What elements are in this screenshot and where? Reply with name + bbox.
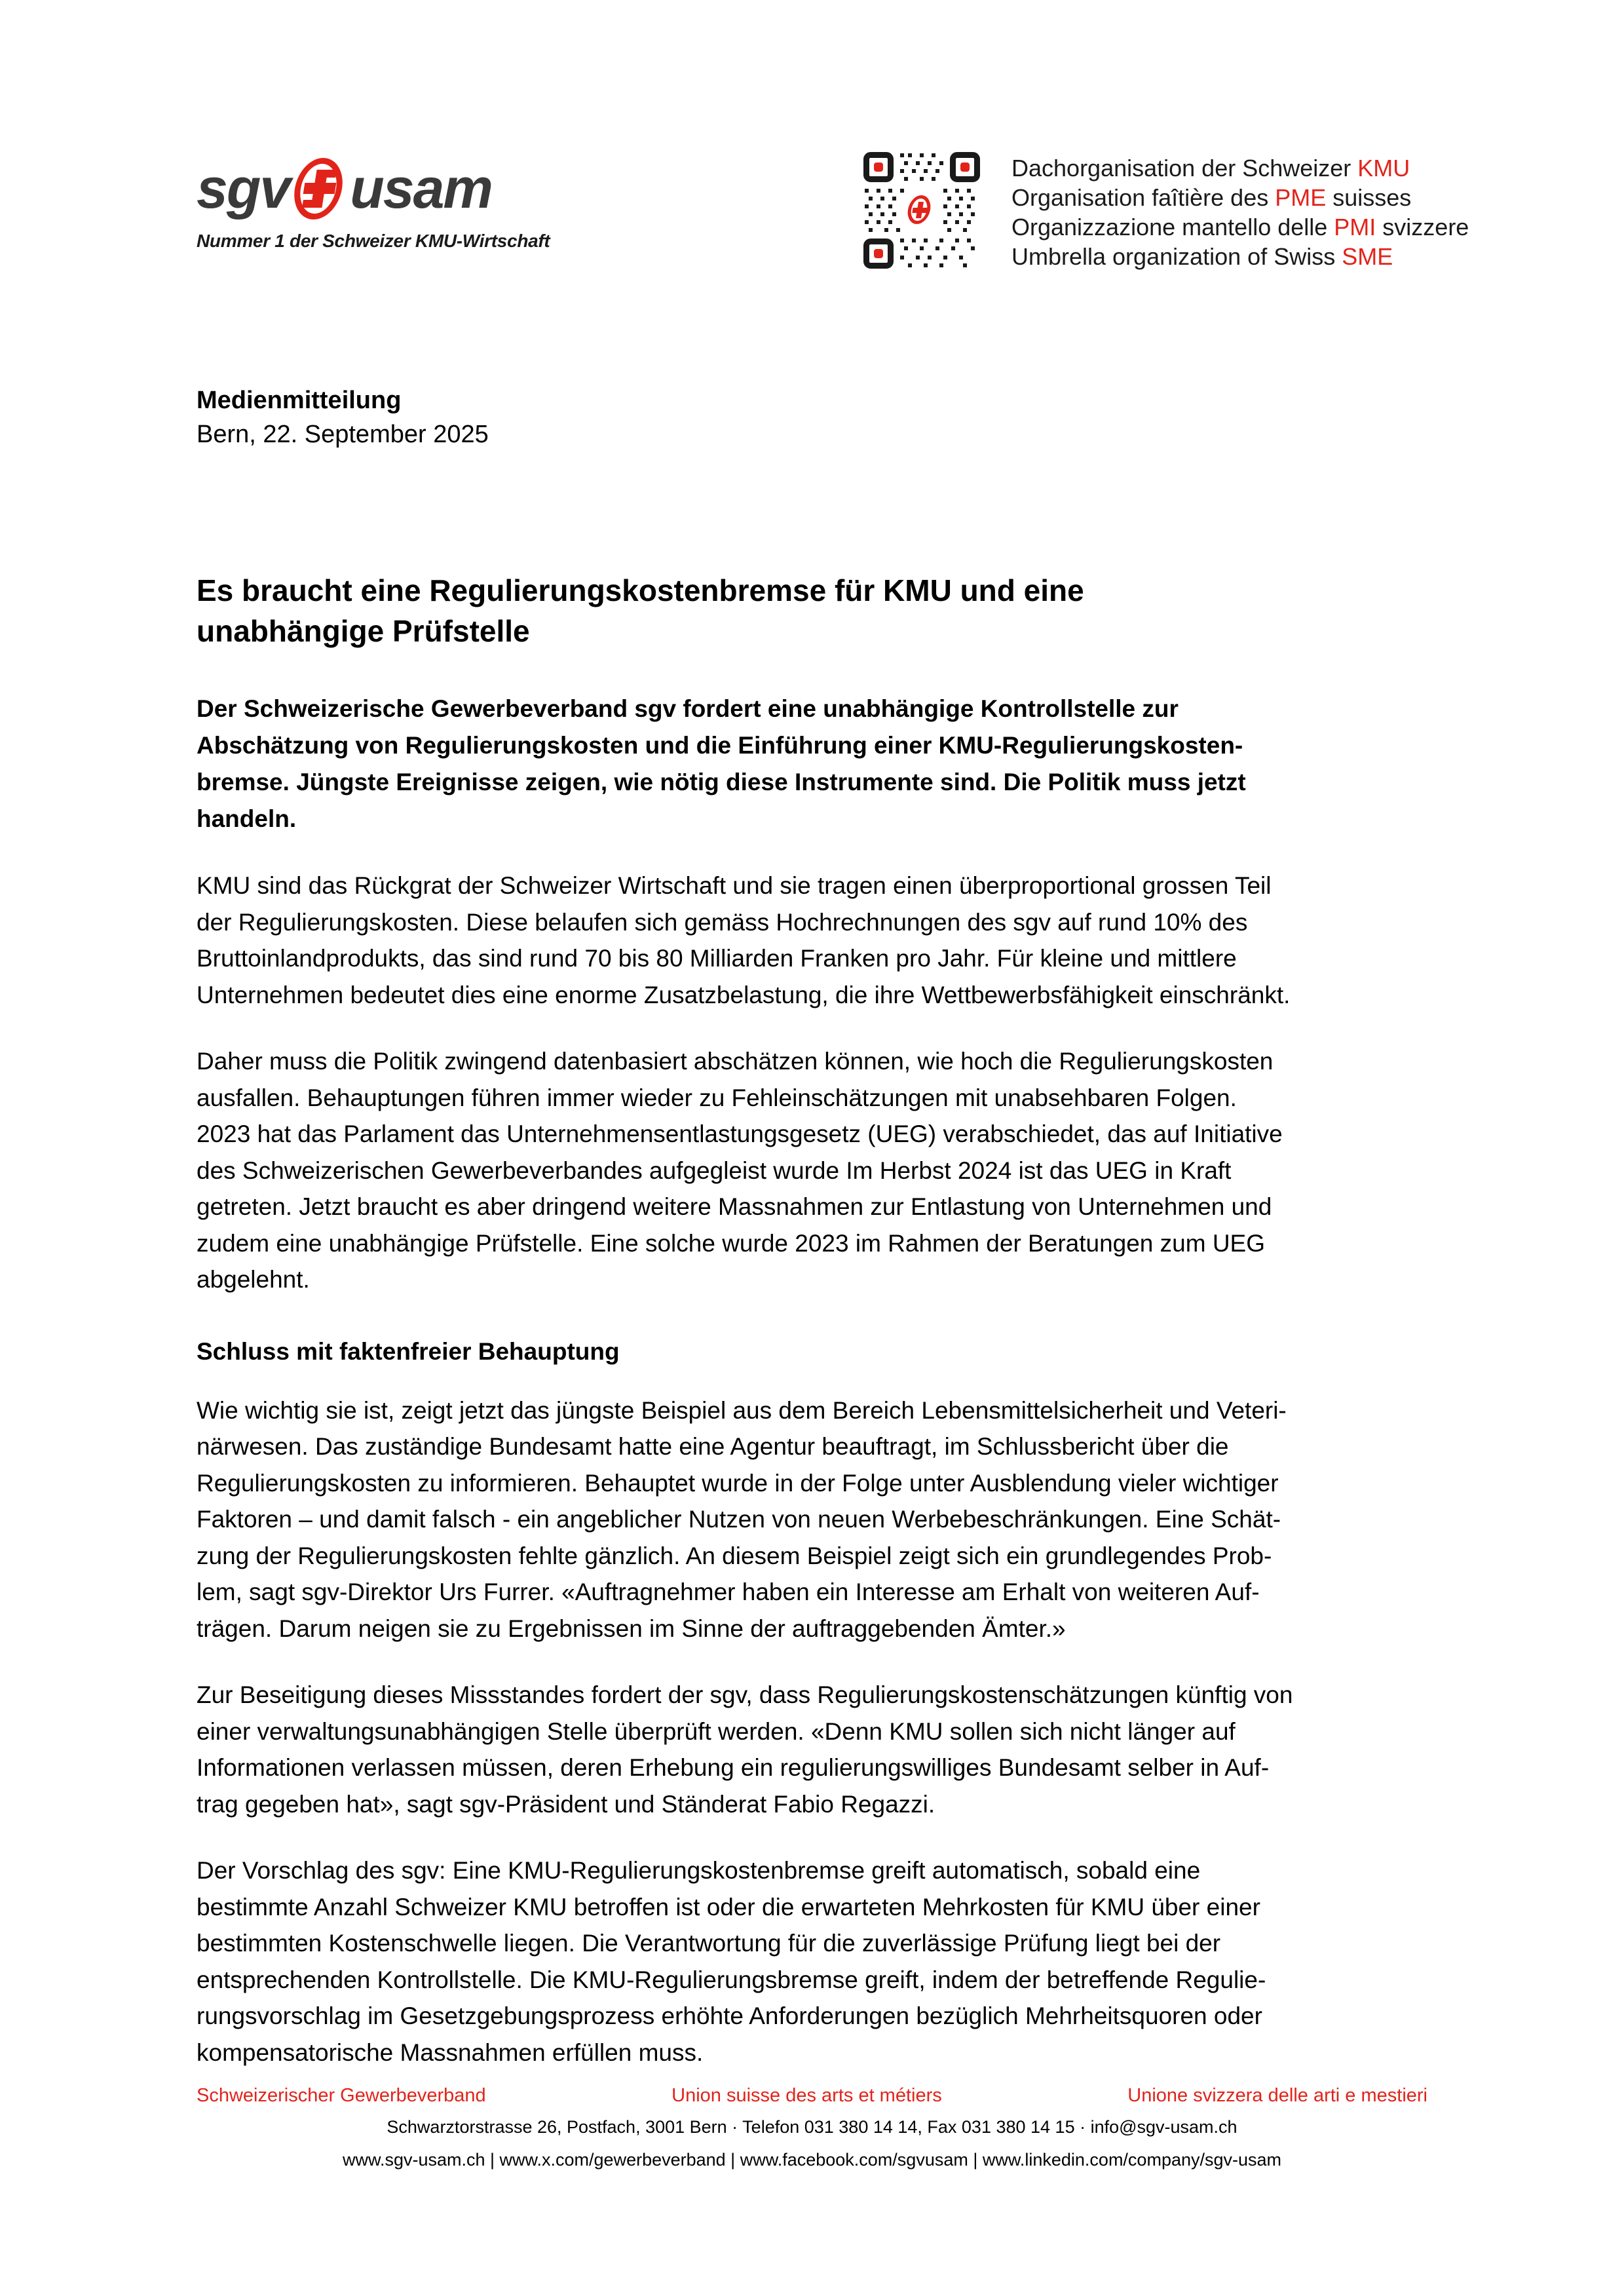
tagline-de-highlight: KMU <box>1357 155 1410 182</box>
paragraph-line: getreten. Jetzt braucht es aber dringend weitere Massnahmen zur Entlastung von Unternehmen und <box>197 1193 1272 1220</box>
paragraph-line: närwesen. Das zuständige Bundesamt hatte eine Agentur beauftragt, im Schlussbericht über die <box>197 1433 1229 1460</box>
page-title <box>197 570 1271 651</box>
paragraph-line: entsprechenden Kontrollstelle. Die KMU-Regulierungsbremse greift, indem der betreffende Regulie- <box>197 1966 1266 1993</box>
body-paragraph-2 <box>197 1043 1428 1298</box>
lead-line: bremse. Jüngste Ereignisse zeigen, wie nötig diese Instrumente sind. Die Politik muss jetzt <box>197 769 1246 795</box>
header-right-block <box>863 152 1469 271</box>
paragraph-line: Zur Beseitigung dieses Missstandes fordert der sgv, dass Regulierungskostenschätzungen künftig von <box>197 1681 1293 1708</box>
paragraph-line: ausfallen. Behauptungen führen immer wieder zu Fehleinschätzungen mit unabsehbaren Folgen. <box>197 1084 1237 1111</box>
lead-line: Abschätzung von Regulierungskosten und die Einführung einer KMU-Regulierungskosten- <box>197 732 1243 759</box>
body-paragraph-1 <box>197 868 1428 1013</box>
document-body <box>197 384 1428 2095</box>
paragraph-line: Regulierungskosten zu informieren. Behauptet wurde in der Folge unter Ausblendung vieler wichtiger <box>197 1469 1279 1497</box>
qr-center-logo-icon <box>904 193 935 227</box>
paragraph-line: des Schweizerischen Gewerbeverbandes aufgegleist wurde Im Herbst 2024 ist das UEG in Kraft <box>197 1157 1232 1184</box>
paragraph-line: Der Vorschlag des sgv: Eine KMU-Regulierungskostenbremse greift automatisch, sobald eine <box>197 1857 1201 1884</box>
tagline-it-prefix: Organizzazione mantello delle <box>1011 214 1334 240</box>
body-paragraph-4 <box>197 1677 1428 1822</box>
tagline-en-highlight: SME <box>1342 243 1393 270</box>
document-type-label: Medienmitteilung <box>197 387 402 414</box>
lead-paragraph <box>197 691 1363 837</box>
footer-organization-names <box>0 2082 1624 2109</box>
body-paragraph-5 <box>197 1852 1428 2071</box>
swiss-cross-oval-icon <box>292 157 349 221</box>
paragraph-line: Faktoren – und damit falsch - ein angeblicher Nutzen von neuen Werbebeschränkungen. Eine Schät- <box>197 1506 1281 1533</box>
footer-org-fr: Union suisse des arts et métiers <box>671 2085 942 2106</box>
section-subheading: Schluss mit faktenfreier Behauptung <box>197 1337 620 1365</box>
paragraph-line: trägen. Darum neigen sie zu Ergebnissen im Sinne der auftraggebenden Ämter.» <box>197 1615 1066 1642</box>
footer-contact-line: Schwarztorstrasse 26, Postfach, 3001 Bern · Telefon 031 380 14 14, Fax 031 380 14 15 · info@sgv-usam.ch <box>387 2117 1237 2137</box>
lead-line: handeln. <box>197 805 297 832</box>
footer-links-line[interactable]: www.sgv-usam.ch | www.x.com/gewerbeverband | www.facebook.com/sgvusam | www.linkedin.com/company/sgv-usam <box>342 2150 1282 2170</box>
tagline-it <box>1011 212 1469 242</box>
lead-line: Der Schweizerische Gewerbeverband sgv fordert eine unabhängige Kontrollstelle zur <box>197 695 1179 722</box>
paragraph-line: Wie wichtig sie ist, zeigt jetzt das jüngste Beispiel aus dem Bereich Lebensmittelsicherheit und Veteri- <box>197 1396 1287 1424</box>
tagline-de-prefix: Dachorganisation der Schweizer <box>1011 155 1358 182</box>
footer-org-it: Unione svizzera delle arti e mestieri <box>1127 2085 1427 2106</box>
paragraph-line: kompensatorische Massnahmen erfüllen muss. <box>197 2038 704 2066</box>
tagline-fr-suffix: suisses <box>1326 184 1412 211</box>
logo-tagline: Nummer 1 der Schweizer KMU-Wirtschaft <box>197 231 550 251</box>
logo-text-sgv: sgv <box>197 157 290 220</box>
headline-line: unabhängige Prüfstelle <box>197 614 530 648</box>
tagline-it-suffix: svizzere <box>1376 214 1469 240</box>
tagline-de <box>1011 153 1469 183</box>
logo-text-usam: usam <box>350 157 492 220</box>
page-footer <box>0 2082 1624 2174</box>
paragraph-line: Unternehmen bedeutet dies eine enorme Zusatzbelastung, die ihre Wettbewerbsfähigkeit einschränkt. <box>197 981 1291 1008</box>
paragraph-line: einer verwaltungsunabhängigen Stelle überprüft werden. «Denn KMU sollen sich nicht länger auf <box>197 1717 1236 1745</box>
paragraph-line: KMU sind das Rückgrat der Schweizer Wirtschaft und sie tragen einen überproportional grossen Teil <box>197 872 1272 899</box>
document-dateline: Bern, 22. September 2025 <box>197 421 489 448</box>
paragraph-line: trag gegeben hat», sagt sgv-Präsident und Ständerat Fabio Regazzi. <box>197 1790 935 1818</box>
paragraph-line: Informationen verlassen müssen, deren Erhebung ein regulierungswilliges Bundesamt selber in Auf- <box>197 1754 1270 1781</box>
paragraph-line: rungsvorschlag im Gesetzgebungsprozess erhöhte Anforderungen bezüglich Mehrheitsquoren oder <box>197 2002 1262 2029</box>
logo-wordmark <box>197 156 603 221</box>
tagline-fr-highlight: PME <box>1275 184 1327 211</box>
paragraph-line: 2023 hat das Parlament das Unternehmensentlastungsgesetz (UEG) verabschiedet, das auf Initiative <box>197 1120 1283 1147</box>
page-header <box>0 0 1624 308</box>
body-paragraph-3 <box>197 1392 1428 1647</box>
paragraph-line: bestimmten Kostenschwelle liegen. Die Verantwortung für die zuverlässige Prüfung liegt bei der <box>197 1930 1221 1957</box>
paragraph-line: bestimmte Anzahl Schweizer KMU betroffen ist oder die erwarteten Mehrkosten für KMU über einer <box>197 1893 1260 1921</box>
tagline-fr <box>1011 183 1469 212</box>
paragraph-line: zung der Regulierungskosten fehlte gänzlich. An diesem Beispiel zeigt sich ein grundlegendes Prob- <box>197 1542 1272 1569</box>
tagline-en <box>1011 242 1469 271</box>
qr-code-icon <box>863 152 980 269</box>
tagline-it-highlight: PMI <box>1334 214 1376 240</box>
paragraph-line: Daher muss die Politik zwingend datenbasiert abschätzen können, wie hoch die Regulierungskosten <box>197 1048 1274 1075</box>
headline-line: Es braucht eine Regulierungskostenbremse für KMU und eine <box>197 573 1084 607</box>
tagline-fr-prefix: Organisation faîtière des <box>1011 184 1275 211</box>
sgv-usam-logo <box>197 156 603 252</box>
paragraph-line: lem, sagt sgv-Direktor Urs Furrer. «Auftragnehmer haben ein Interesse am Erhalt von weiteren Auf- <box>197 1578 1260 1605</box>
tagline-en-prefix: Umbrella organization of Swiss <box>1011 243 1342 270</box>
paragraph-line: Bruttoinlandprodukts, das sind rund 70 bis 80 Milliarden Franken pro Jahr. Für kleine und mittlere <box>197 945 1237 972</box>
footer-org-de: Schweizerischer Gewerbeverband <box>197 2085 486 2106</box>
paragraph-line: zudem eine unabhängige Prüfstelle. Eine solche wurde 2023 im Rahmen der Beratungen zum UEG <box>197 1229 1266 1257</box>
organization-taglines <box>1011 152 1469 271</box>
paragraph-line: abgelehnt. <box>197 1266 310 1293</box>
paragraph-line: der Regulierungskosten. Diese belaufen sich gemäss Hochrechnungen des sgv auf rund 10% des <box>197 908 1248 936</box>
